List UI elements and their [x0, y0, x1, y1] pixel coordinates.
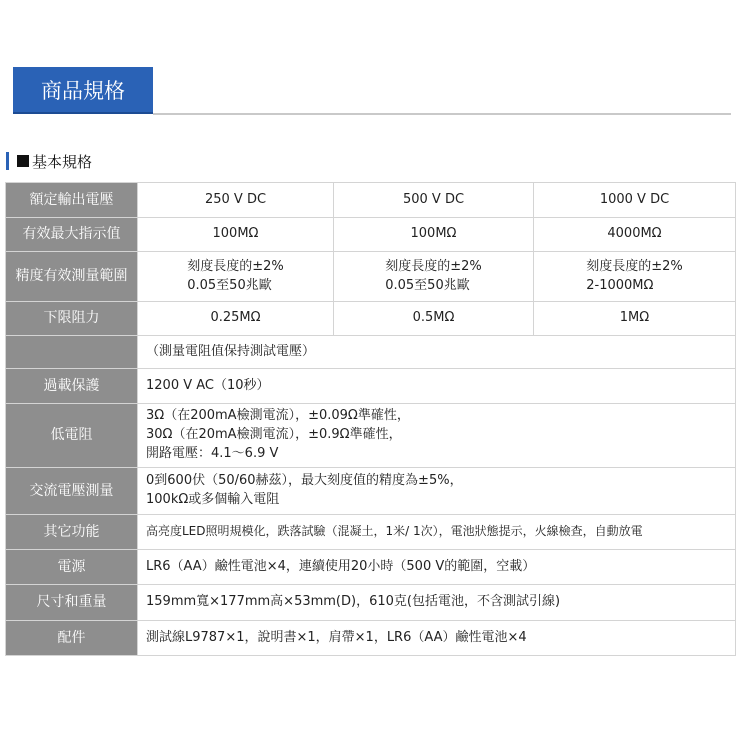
table-cell: （測量電阻值保持測試電壓） [138, 336, 736, 369]
table-row [6, 183, 736, 218]
row-label: 電源 [6, 550, 138, 585]
table-row [6, 404, 736, 468]
table-cell [138, 404, 736, 468]
table-cell: 測試線L9787×1，說明書×1，肩帶×1，LR6（AA）鹼性電池×4 [138, 621, 736, 656]
row-label: 配件 [6, 621, 138, 656]
table-cell: 1000 V DC [534, 183, 736, 218]
section-title-text: 基本規格 [32, 152, 93, 171]
cell-line: 0到600伏（50/60赫茲），最大刻度值的精度為±5%， [146, 473, 463, 489]
table-row [6, 515, 736, 550]
table-row [6, 218, 736, 252]
row-label: 過載保護 [6, 369, 138, 404]
row-label: 下限阻力 [6, 302, 138, 336]
black-square-icon [17, 155, 29, 167]
cell-line: 3Ω（在200mA檢測電流），±0.09Ω準確性， [146, 408, 410, 424]
row-label: 低電阻 [6, 404, 138, 468]
table-row [6, 302, 736, 336]
table-cell: 0.25MΩ [138, 302, 334, 336]
table-cell: 高亮度LED照明規模化，跌落試驗（混凝土，1米/ 1次），電池狀態提示，火線檢查，自動放電 [138, 515, 736, 550]
table-row [6, 621, 736, 656]
table-cell: 250 V DC [138, 183, 334, 218]
row-label: 有效最大指示值 [6, 218, 138, 252]
cell-line: 刻度長度的±2% [187, 258, 284, 274]
header-divider [153, 113, 731, 115]
header-title: 商品規格 [41, 78, 125, 103]
cell-line: 0.05至50兆歐 [187, 277, 272, 293]
table-cell: 100MΩ [334, 218, 534, 252]
table-row [6, 550, 736, 585]
cell-line: 2-1000MΩ [586, 277, 654, 293]
table-cell: LR6（AA）鹼性電池×4，連續使用20小時（500 V的範圍，空載） [138, 550, 736, 585]
table-cell: 0.5MΩ [334, 302, 534, 336]
row-label: 交流電壓測量 [6, 468, 138, 515]
table-cell: 1MΩ [534, 302, 736, 336]
table-cell [334, 252, 534, 302]
table-cell [138, 468, 736, 515]
section-accent-bar [6, 152, 9, 170]
row-label: 精度有效測量範圍 [6, 252, 138, 302]
cell-line: 開路電壓：4.1～6.9 V [146, 445, 279, 461]
table-cell: 1200 V AC（10秒） [138, 369, 736, 404]
table-cell: 100MΩ [138, 218, 334, 252]
table-row [6, 468, 736, 515]
cell-line: 刻度長度的±2% [586, 258, 683, 274]
table-row [6, 585, 736, 621]
table-row [6, 369, 736, 404]
table-cell: 500 V DC [334, 183, 534, 218]
table-row [6, 336, 736, 369]
table-cell [138, 252, 334, 302]
section-title [6, 151, 92, 171]
spec-table [5, 182, 736, 656]
row-label-empty [6, 336, 138, 369]
header-title-tab [13, 67, 153, 114]
table-cell: 159mm寬×177mm高×53mm(D)，610克(包括電池，不含測試引線) [138, 585, 736, 621]
row-label: 其它功能 [6, 515, 138, 550]
cell-line: 0.05至50兆歐 [385, 277, 470, 293]
row-label: 尺寸和重量 [6, 585, 138, 621]
table-row [6, 252, 736, 302]
cell-line: 刻度長度的±2% [385, 258, 482, 274]
cell-line: 100kΩ或多個輸入電阻 [146, 492, 280, 507]
table-cell [534, 252, 736, 302]
table-cell: 4000MΩ [534, 218, 736, 252]
row-label: 額定輸出電壓 [6, 183, 138, 218]
cell-line: 30Ω（在20mA檢測電流），±0.9Ω準確性， [146, 427, 402, 443]
